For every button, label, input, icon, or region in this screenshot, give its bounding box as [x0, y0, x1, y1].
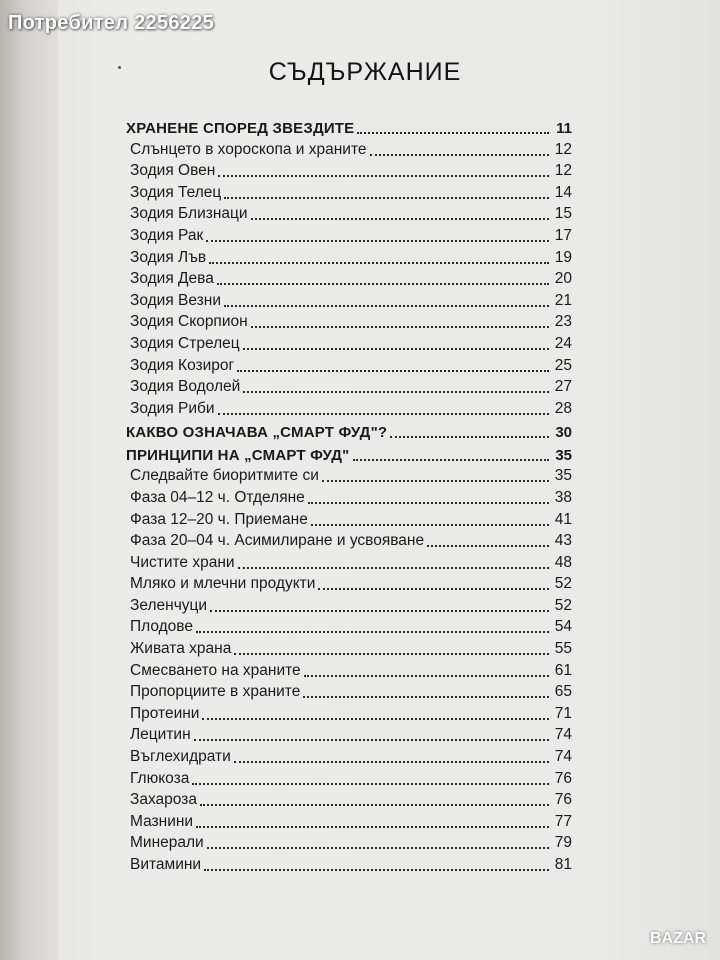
- toc-entry-label: ПРИНЦИПИ НА „СМАРТ ФУД": [126, 446, 350, 464]
- toc-entry-label: Зодия Овен: [130, 162, 216, 180]
- toc-page-number: 77: [554, 812, 572, 830]
- toc-page-number: 27: [554, 378, 572, 396]
- toc-entry-label: Протеини: [130, 704, 200, 722]
- toc-entry: [126, 831, 572, 853]
- toc-section-entry: [126, 441, 572, 464]
- toc-entry: [126, 180, 572, 202]
- toc-page-number: 41: [554, 510, 572, 528]
- toc-page-number: 74: [554, 726, 572, 744]
- leader-dots: [238, 557, 549, 569]
- leader-dots: [202, 708, 549, 720]
- toc-entry-label: Минерали: [130, 834, 204, 852]
- toc-section-entry: [126, 418, 572, 441]
- leader-dots: [370, 144, 550, 156]
- leader-dots: [308, 492, 549, 504]
- toc-entry-label: Зодия Телец: [130, 183, 222, 201]
- toc-entry-label: Смесването на храните: [130, 661, 301, 679]
- toc-entry: [126, 485, 572, 507]
- toc-page-number: 12: [554, 162, 572, 180]
- toc-page-number: 48: [554, 553, 572, 571]
- toc-page-number: 19: [554, 248, 572, 266]
- toc-page-number: 81: [554, 856, 572, 873]
- toc-entry: [126, 353, 572, 375]
- toc-page-number: 52: [554, 575, 572, 593]
- toc-entry: [126, 245, 572, 267]
- toc-page-number: 28: [554, 399, 572, 417]
- toc-entry: [126, 288, 572, 310]
- toc-entry-label: ХРАНЕНЕ СПОРЕД ЗВЕЗДИТЕ: [126, 120, 355, 137]
- toc-page-number: 71: [554, 704, 572, 722]
- toc-entry: [126, 680, 572, 702]
- toc-entry: [126, 267, 572, 289]
- toc-entry: [126, 223, 572, 245]
- leader-dots: [427, 535, 549, 547]
- toc-entry-label: Витамини: [130, 856, 202, 873]
- toc-entry-label: Зодия Козирог: [130, 356, 235, 374]
- toc-entry-label: Глюкоза: [130, 769, 190, 787]
- toc-page-number: 55: [554, 640, 572, 658]
- toc-entry: [126, 507, 572, 529]
- leader-dots: [196, 621, 549, 633]
- toc-entry-label: Зодия Риби: [130, 399, 215, 417]
- toc-entry-label: Зодия Дева: [130, 270, 214, 288]
- toc-entry: [126, 202, 572, 224]
- toc-entry: [126, 593, 572, 615]
- toc-entry: [126, 137, 572, 159]
- toc-entry: [126, 396, 572, 418]
- leader-dots: [209, 252, 549, 264]
- leader-dots: [206, 230, 549, 242]
- toc-entry: [126, 766, 572, 788]
- toc-entry-label: КАКВО ОЗНАЧАВА „СМАРТ ФУД"?: [126, 423, 388, 441]
- leader-dots: [218, 403, 549, 415]
- toc-entry-label: Следвайте биоритмите си: [130, 467, 319, 485]
- leader-dots: [192, 773, 549, 785]
- toc-page-number: 43: [554, 532, 572, 550]
- toc-entry-label: Зеленчуци: [130, 596, 208, 614]
- toc-entry-label: Зодия Везни: [130, 291, 221, 309]
- toc-entry-label: Чистите храни: [130, 553, 235, 571]
- leader-dots: [353, 449, 550, 461]
- toc-entry-label: Зодия Рак: [130, 226, 204, 244]
- leader-dots: [196, 816, 549, 828]
- toc-entry-label: Зодия Водолей: [130, 378, 241, 396]
- toc-page-number: 30: [555, 423, 572, 441]
- toc-page-number: 23: [554, 313, 572, 331]
- toc-page-number: 35: [555, 446, 572, 464]
- leader-dots: [357, 122, 549, 134]
- toc-page-number: 38: [554, 488, 572, 506]
- leader-dots: [237, 360, 549, 372]
- toc-page-number: 52: [554, 596, 572, 614]
- toc-entry-label: Зодия Близнаци: [130, 205, 248, 223]
- toc-entry: [126, 809, 572, 831]
- toc-entry-label: Слънцето в хороскопа и храните: [130, 140, 367, 158]
- toc-page-number: 61: [554, 661, 572, 679]
- toc-entry: [126, 658, 572, 680]
- toc-page-number: 21: [554, 291, 572, 309]
- toc-page-number: 25: [554, 356, 572, 374]
- toc-page-number: 12: [554, 140, 572, 158]
- toc-entry-label: Живата храна: [130, 640, 232, 658]
- toc-page-number: 74: [554, 748, 572, 766]
- leader-dots: [303, 686, 549, 698]
- leader-dots: [204, 859, 549, 871]
- toc-entry: [126, 572, 572, 594]
- leader-dots: [200, 794, 549, 806]
- leader-dots: [311, 514, 549, 526]
- leader-dots: [251, 316, 549, 328]
- toc-page-number: 35: [554, 467, 572, 485]
- leader-dots: [234, 751, 549, 763]
- toc-page-number: 17: [554, 226, 572, 244]
- toc-entry-label: Мляко и млечни продукти: [130, 575, 316, 593]
- toc-entry: [126, 788, 572, 810]
- toc-entry: [126, 636, 572, 658]
- toc-page-number: 11: [556, 120, 572, 137]
- toc-entry-label: Плодове: [130, 618, 193, 636]
- toc-entry-label: Фаза 04–12 ч. Отделяне: [130, 488, 305, 506]
- toc-entry-label: Фаза 20–04 ч. Асимилиране и усвояване: [130, 532, 425, 550]
- toc-entry-label: Фаза 12–20 ч. Приемане: [130, 510, 308, 528]
- toc-entry-label: Зодия Лъв: [130, 248, 207, 266]
- bazar-logo: BAZAR: [650, 930, 706, 947]
- toc-section-entry: [126, 114, 572, 137]
- leader-dots: [390, 426, 549, 438]
- toc-entry-label: Мазнини: [130, 812, 194, 830]
- toc-page-number: 76: [554, 791, 572, 809]
- leader-dots: [224, 187, 549, 199]
- toc-page-number: 76: [554, 769, 572, 787]
- toc-entry: [126, 701, 572, 723]
- table-of-contents: [126, 114, 572, 874]
- leader-dots: [318, 578, 549, 590]
- toc-entry-label: Зодия Скорпион: [130, 313, 248, 331]
- toc-page-number: 65: [554, 683, 572, 701]
- toc-entry: [126, 744, 572, 766]
- toc-entry-label: Лецитин: [130, 726, 191, 744]
- toc-page-number: 24: [554, 334, 572, 352]
- toc-entry: [126, 723, 572, 745]
- toc-entry: [126, 550, 572, 572]
- book-binding: [0, 0, 58, 960]
- leader-dots: [224, 295, 549, 307]
- toc-entry: [126, 852, 572, 874]
- toc-entry: [126, 375, 572, 397]
- toc-entry: [126, 464, 572, 486]
- toc-entry: [126, 529, 572, 551]
- leader-dots: [304, 665, 549, 677]
- leader-dots: [243, 381, 549, 393]
- toc-page-number: 79: [554, 834, 572, 852]
- toc-entry: [126, 159, 572, 181]
- leader-dots: [243, 338, 549, 350]
- toc-entry-label: Захароза: [130, 791, 197, 809]
- leader-dots: [207, 837, 549, 849]
- leader-dots: [194, 729, 549, 741]
- leader-dots: [210, 600, 549, 612]
- toc-entry: [126, 331, 572, 353]
- toc-entry-label: Пропорциите в храните: [130, 683, 301, 701]
- user-watermark: Потребител 2256225: [8, 12, 215, 34]
- leader-dots: [251, 208, 549, 220]
- leader-dots: [217, 273, 549, 285]
- toc-page-number: 20: [554, 270, 572, 288]
- toc-page-number: 14: [554, 183, 572, 201]
- toc-entry-label: Въглехидрати: [130, 748, 231, 766]
- toc-entry-label: Зодия Стрелец: [130, 334, 240, 352]
- toc-page-number: 54: [554, 618, 572, 636]
- toc-entry: [126, 615, 572, 637]
- toc-entry: [126, 310, 572, 332]
- leader-dots: [322, 470, 549, 482]
- page-title: СЪДЪРЖАНИЕ: [268, 58, 462, 86]
- leader-dots: [234, 643, 549, 655]
- toc-page-number: 15: [554, 205, 572, 223]
- leader-dots: [218, 165, 549, 177]
